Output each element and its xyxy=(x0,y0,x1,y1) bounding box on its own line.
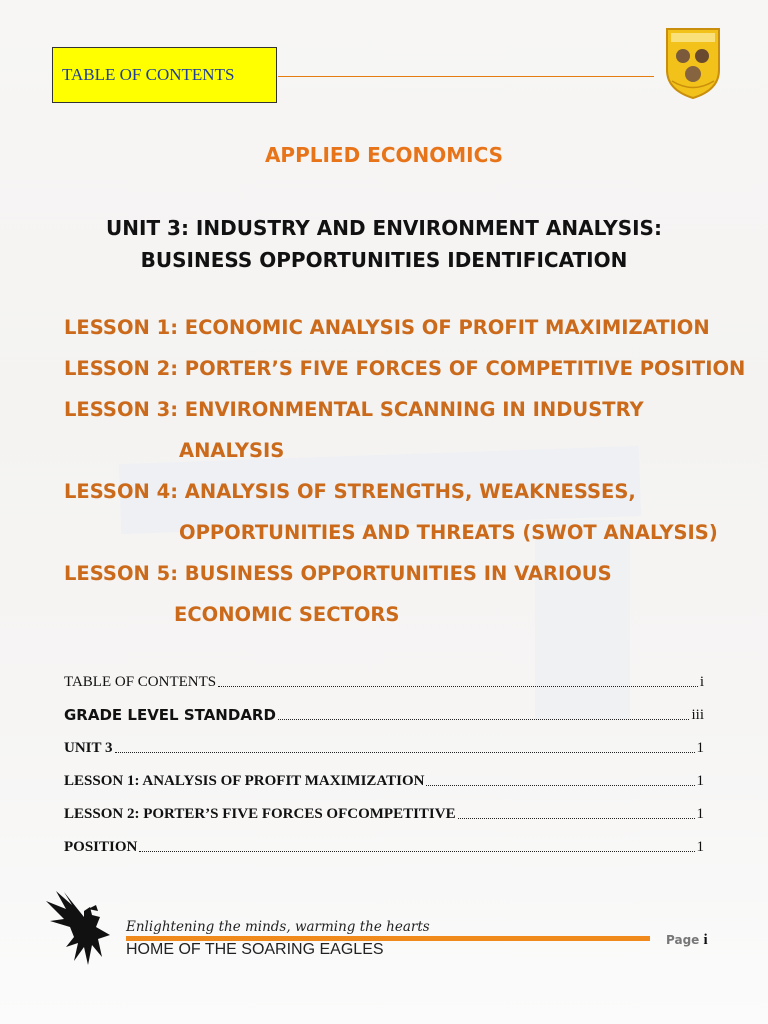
toc-entry[interactable] xyxy=(64,700,704,724)
subject-title: APPLIED ECONOMICS xyxy=(264,143,504,167)
page-indicator xyxy=(666,932,708,949)
page-number: i xyxy=(703,932,708,948)
lesson-2-title: LESSON 2: PORTER’S FIVE FORCES OF COMPETITIVE POSITION xyxy=(64,357,746,380)
toc-entry-label: LESSON 2: PORTER’S FIVE FORCES OFCOMPETITIVE xyxy=(64,806,456,822)
toc-entry-page: 1 xyxy=(696,740,704,756)
eagle-icon xyxy=(44,887,122,969)
toc-entry-page: i xyxy=(699,674,704,690)
toc-leader-dots xyxy=(278,719,690,720)
toc-entry-page: 1 xyxy=(696,839,704,855)
toc-entry-page: 1 xyxy=(696,773,704,789)
toc-entry-page: 1 xyxy=(696,806,704,822)
toc-leader-dots xyxy=(426,785,694,786)
lesson-3-title: LESSON 3: ENVIRONMENTAL SCANNING IN INDUSTRY xyxy=(64,398,644,421)
footer-motto: HOME OF THE SOARING EAGLES xyxy=(126,941,384,958)
toc-leader-dots xyxy=(139,851,694,852)
toc-entry-page: iii xyxy=(691,707,704,723)
lesson-1-title: LESSON 1: ECONOMIC ANALYSIS OF PROFIT MAXIMIZATION xyxy=(64,316,710,339)
toc-entry-label: GRADE LEVEL STANDARD xyxy=(64,706,276,724)
school-seal-logo xyxy=(664,26,722,100)
toc-entry[interactable] xyxy=(64,733,704,757)
toc-entry[interactable] xyxy=(64,766,704,790)
lesson-3-title-cont: ANALYSIS xyxy=(179,439,285,462)
lesson-5-title-cont: ECONOMIC SECTORS xyxy=(174,603,400,626)
toc-leader-dots xyxy=(115,752,695,753)
header-rule xyxy=(278,76,654,77)
toc-entry[interactable] xyxy=(64,667,704,691)
toc-leader-dots xyxy=(218,686,698,687)
unit-title-line-1: UNIT 3: INDUSTRY AND ENVIRONMENT ANALYSIS: xyxy=(106,216,662,240)
toc-leader-dots xyxy=(458,818,695,819)
unit-title-line-2: BUSINESS OPPORTUNITIES IDENTIFICATION xyxy=(140,248,628,272)
header-label-box xyxy=(52,47,277,103)
toc-entry-label: TABLE OF CONTENTS xyxy=(64,674,217,690)
toc-entry-label: UNIT 3 xyxy=(64,740,113,756)
toc-entry[interactable] xyxy=(64,799,704,823)
footer-slogan: Enlightening the minds, warming the hearts xyxy=(126,919,430,935)
header-label: TABLE OF CONTENTS xyxy=(62,65,235,84)
page-label: Page xyxy=(666,933,700,947)
toc-entry[interactable] xyxy=(64,832,704,856)
toc-entry-label: LESSON 1: ANALYSIS OF PROFIT MAXIMIZATION xyxy=(64,773,425,789)
lesson-5-title: LESSON 5: BUSINESS OPPORTUNITIES IN VARIOUS xyxy=(64,562,612,585)
toc-entry-label: POSITION xyxy=(64,839,138,855)
lesson-4-title-cont: OPPORTUNITIES AND THREATS (SWOT ANALYSIS) xyxy=(179,521,718,544)
lesson-4-title: LESSON 4: ANALYSIS OF STRENGTHS, WEAKNESSES, xyxy=(64,480,636,503)
